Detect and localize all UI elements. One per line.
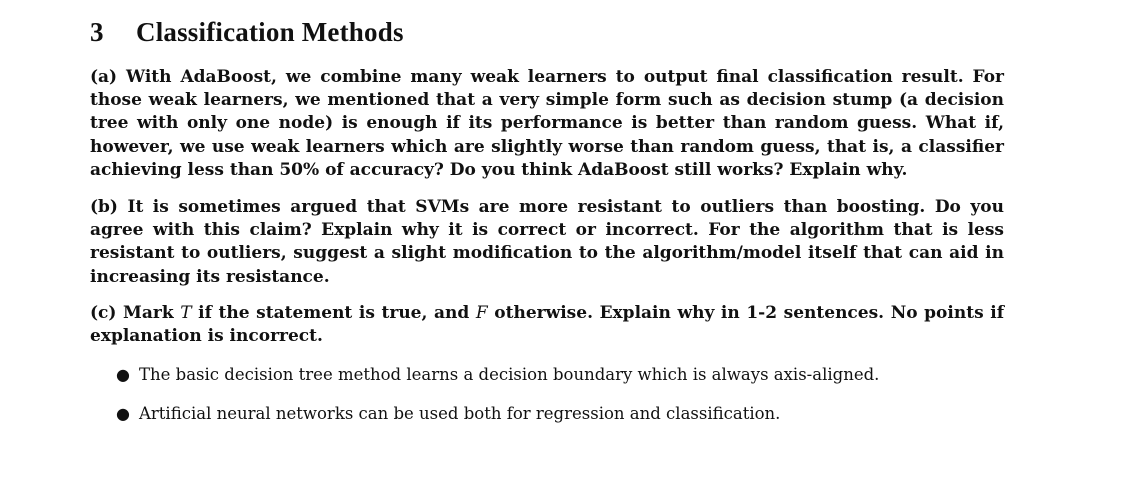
bullet-icon: ● xyxy=(116,404,130,423)
statement-item xyxy=(116,402,879,425)
bullet-icon: ● xyxy=(116,365,130,384)
statement-text: The basic decision tree method learns a decision boundary which is always axis-aligned. xyxy=(139,365,880,384)
true-symbol: T xyxy=(180,303,192,323)
question-c-middle: if the statement is true, and xyxy=(191,303,476,323)
section-title: Classification Methods xyxy=(136,17,404,47)
statement-text: Artificial neural networks can be used both for regression and classification. xyxy=(139,404,781,423)
statement-list xyxy=(116,363,879,441)
question-c xyxy=(90,302,1004,348)
question-a: (a) With AdaBoost, we combine many weak learners to output final classification result. For those weak learners, we mentioned that a very simple form such as decision stump (a decision tree with only one node) is enough if its performance is better than random guess. What if, however, we use weak learners which are slightly worse than random guess, that is, a classifier achieving less than 50% of accuracy? Do you think AdaBoost still works? Explain why. xyxy=(90,67,1004,180)
statement-item xyxy=(116,363,879,386)
section-heading xyxy=(90,14,404,50)
question-c-tail: otherwise. Explain why in 1-2 sentences. No points if explanation is incorrect. xyxy=(90,303,1005,347)
section-number: 3 xyxy=(90,17,104,47)
question-b: (b) It is sometimes argued that SVMs are more resistant to outliers than boosting. Do you agree with this claim? Explain why it is correct or incorrect. For the algorithm that is less resistant to outliers, suggest a slight modification to the algorithm/model itself that can aid in increasing its resistance. xyxy=(90,197,1004,287)
false-symbol: F xyxy=(475,303,488,323)
question-c-lead: (c) Mark xyxy=(90,303,181,323)
